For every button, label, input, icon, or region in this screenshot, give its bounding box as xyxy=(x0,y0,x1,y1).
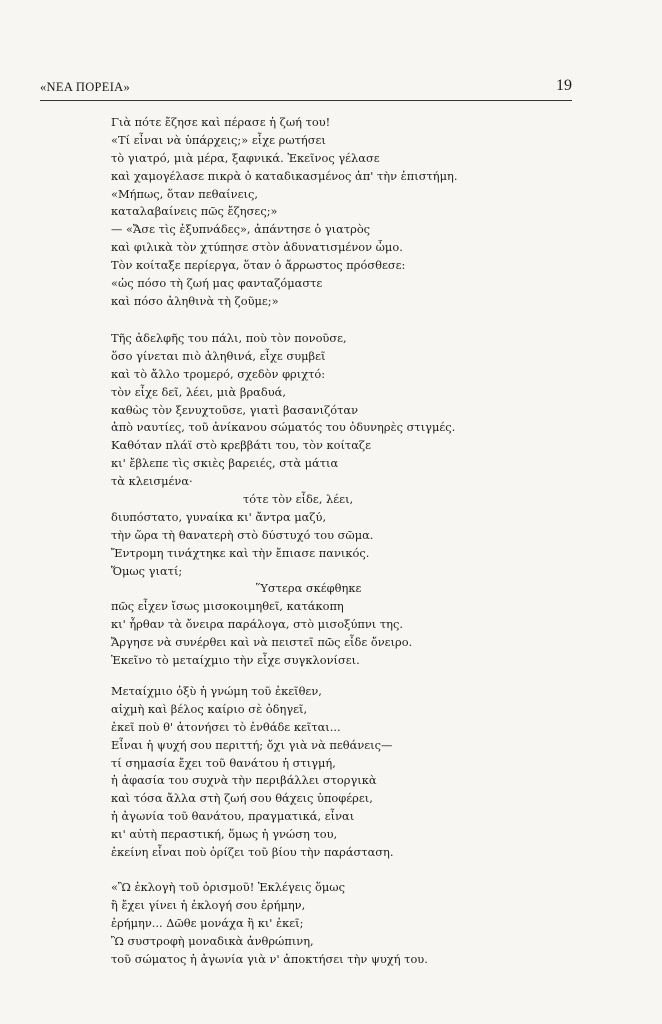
poem-line: τί σημασία ἔχει τοῦ θανάτου ἡ στιγμή, xyxy=(111,755,336,770)
poem-line: Ὢ συστροφὴ μοναδικὰ ἀνθρώπινη, xyxy=(111,933,314,948)
page-header xyxy=(40,78,572,101)
poem-line: «Μήπως, ὅταν πεθαίνεις, xyxy=(111,186,258,201)
poem-line: διυπόστατο, γυναίκα κι' ἄντρα μαζύ, xyxy=(111,509,327,524)
poem-line: «ὡς πόσο τὴ ζωή μας φανταζόμαστε xyxy=(111,276,323,291)
poem-line: τοῦ σώματος ἡ ἀγωνία γιὰ ν' ἀποκτήσει τὴν ψυχή του. xyxy=(111,951,428,966)
poem-line: καταλαβαίνεις πῶς ἔζησες;» xyxy=(111,204,278,219)
poem-line: Τῆς ἀδελφῆς του πάλι, ποὺ τὸν πονοῦσε, xyxy=(111,331,347,345)
poem-line: καὶ τόσα ἄλλα στὴ ζωή σου θάχεις ὑποφέρει, xyxy=(111,791,373,806)
poem-line: καὶ φιλικὰ τὸν χτύπησε στὸν ἀδυνατισμένον ὦμο. xyxy=(111,240,403,255)
stanza-2 xyxy=(111,330,531,670)
poem-line: τὸ γιατρό, μιὰ μέρα, ξαφνικά. Ἐκεῖνος γέλασε xyxy=(111,150,380,165)
stanza-3 xyxy=(111,683,531,862)
poem-line: κι' αὐτὴ περαστική, ὅμως ἡ γνώση του, xyxy=(111,827,338,842)
poem-line: τὴν ὥρα τὴ θανατερὴ στὸ δύστυχό του σῶμα. xyxy=(111,527,374,542)
poem-line: Ἄργησε νὰ συνέρθει καὶ νὰ πειστεῖ πῶς εἶδε ὄνειρο. xyxy=(111,635,413,650)
poem-line-indented: Ὕστερα σκέφθηκε xyxy=(256,581,362,596)
poem-line: ἢ ἔχει γίνει ἡ ἐκλογή σου ἐρήμην, xyxy=(111,897,306,912)
poem-line-indented: τότε τὸν εἶδε, λέει, xyxy=(243,492,354,507)
poem-line: ἡ ἀφασία του συχνὰ τὴν περιβάλλει στοργικὰ xyxy=(111,773,377,788)
page-number: 19 xyxy=(556,77,572,94)
poem-line: Ἔντρομη τινάχτηκε καὶ τὴν ἔπιασε πανικός. xyxy=(111,545,370,560)
stanza-4 xyxy=(111,879,531,968)
poem-line: ὅσο γίνεται πιὸ ἀληθινά, εἶχε συμβεῖ xyxy=(111,348,326,363)
poem-line: Ἐκεῖνο τὸ μεταίχμιο τὴν εἶχε συγκλονίσει. xyxy=(111,653,360,668)
poem-line: «Ὢ ἐκλογὴ τοῦ ὁρισμοῦ! Ἐκλέγεις ὅμως xyxy=(111,880,345,894)
poem-line: καὶ τὸ ἄλλο τρομερό, σχεδὸν φριχτό: xyxy=(111,366,326,381)
poem-line: αἰχμὴ καὶ βέλος καίριο σὲ ὀδηγεῖ, xyxy=(111,701,308,716)
poem-line: καθὼς τὸν ξενυχτοῦσε, γιατὶ βασανιζόταν xyxy=(111,402,359,417)
poem-line: Καθόταν πλάϊ στὸ κρεββάτι του, τὸν κοίταζε xyxy=(111,438,372,453)
poem-line: κι' ἔβλεπε τὶς σκιὲς βαρειές, στὰ μάτια xyxy=(111,456,339,471)
running-title: «ΝΕΑ ΠΟΡΕΙΑ» xyxy=(40,80,131,94)
poem-line: ἐκεῖ ποὺ θ' ἀτονήσει τὸ ἐνθάδε κεῖται... xyxy=(111,719,341,734)
poem-line: τὸν εἶχε δεῖ, λέει, μιὰ βραδυά, xyxy=(111,384,286,399)
poem-line: ἡ ἀγωνία τοῦ θανάτου, πραγματικά, εἶναι xyxy=(111,809,355,824)
poem-line: καὶ χαμογέλασε πικρὰ ὁ καταδικασμένος ἀπ' τὴν ἐπιστήμη. xyxy=(111,168,458,183)
poem-line: πῶς εἶχεν ἴσως μισοκοιμηθεῖ, κατάκοπη xyxy=(111,599,344,614)
poem-line: ἀπὸ ναυτίες, τοῦ ἀνίκανου σώματός του ὀδυνηρὲς στιγμές. xyxy=(111,420,456,435)
poem-line: — «Ἄσε τὶς ἐξυπνάδες», ἀπάντησε ὁ γιατρὸς xyxy=(111,222,371,237)
poem-line: τὰ κλεισμένα· xyxy=(111,474,193,489)
poem-line: Εἶναι ἡ ψυχή σου περιττή; ὄχι γιὰ νὰ πεθάνεις— xyxy=(111,737,393,752)
poem-line: ἐκείνη εἶναι ποὺ ὁρίζει τοῦ βίου τὴν παράσταση. xyxy=(111,845,394,860)
poem-line: Γιὰ πότε ἔζησε καὶ πέρασε ἡ ζωή του! xyxy=(111,115,331,129)
poem-line: καὶ πόσο ἀληθινὰ τὴ ζοῦμε;» xyxy=(111,293,279,308)
poem-line: ἐρήμην... Δῶθε μονάχα ἢ κι' ἐκεῖ; xyxy=(111,915,304,930)
poem-line: Μεταίχμιο ὀξὺ ἡ γνώμη τοῦ ἐκεῖθεν, xyxy=(111,684,322,698)
stanza-1 xyxy=(111,114,531,311)
poem-line: κι' ἦρθαν τὰ ὄνειρα παράλογα, στὸ μισοξύπνι της. xyxy=(111,617,403,632)
poem-line: Ὅμως γιατί; xyxy=(111,563,183,578)
poem-line: Τὸν κοίταξε περίεργα, ὅταν ὁ ἄρρωστος πρόσθεσε: xyxy=(111,258,406,273)
poem-line: «Τί εἶναι νὰ ὑπάρχεις;» εἶχε ρωτήσει xyxy=(111,132,326,147)
